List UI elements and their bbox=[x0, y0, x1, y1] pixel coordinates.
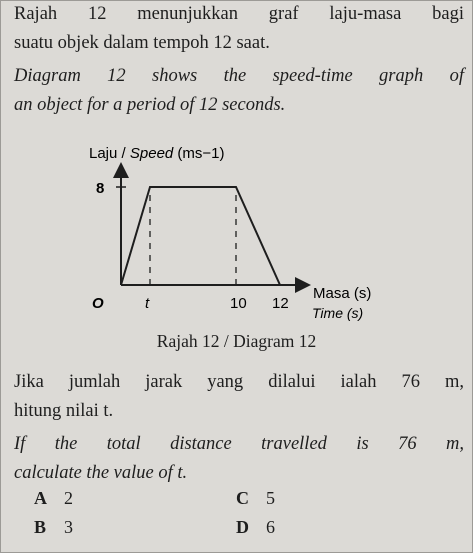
instruction-english bbox=[14, 430, 464, 488]
x-axis-label-malay: Masa (s) bbox=[313, 285, 372, 302]
y-tick-label-8: 8 bbox=[96, 180, 105, 197]
speed-time-line bbox=[121, 187, 280, 285]
question-english-line-2: an object for a period of 12 seconds. bbox=[14, 95, 286, 115]
question-malay-line-2: suatu objek dalam tempoh 12 saat. bbox=[14, 33, 270, 53]
option-c-letter: C bbox=[236, 488, 249, 508]
x-axis-label-english: Time (s) bbox=[312, 305, 364, 321]
x-tick-label-10: 10 bbox=[230, 295, 247, 312]
diagram-caption: Rajah 12 / Diagram 12 bbox=[156, 331, 317, 351]
question-english-line-1: Diagram 12 shows the speed-time graph of bbox=[14, 66, 464, 86]
option-b-letter: B bbox=[34, 517, 47, 537]
dashed-guides bbox=[150, 195, 236, 285]
option-b-value: 3 bbox=[64, 517, 73, 537]
option-a-letter: A bbox=[34, 488, 47, 508]
origin-label: O bbox=[92, 295, 104, 312]
instruction-malay-line-2: hitung nilai t. bbox=[14, 401, 114, 421]
x-tick-label-t: t bbox=[145, 295, 150, 312]
y-axis-label: Laju / Speed (ms−1) bbox=[89, 145, 225, 162]
option-d-letter: D bbox=[236, 517, 249, 537]
option-a-value: 2 bbox=[64, 488, 73, 508]
instruction-english-line-1: If the total distance travelled is 76 m, bbox=[14, 434, 464, 454]
instruction-malay bbox=[14, 368, 464, 426]
instruction-malay-line-1: Jika jumlah jarak yang dilalui ialah 76 m, bbox=[14, 372, 464, 392]
question-malay-line-1: Rajah 12 menunjukkan graf laju-masa bagi bbox=[14, 4, 464, 24]
option-c[interactable] bbox=[236, 488, 275, 509]
option-d-value: 6 bbox=[266, 517, 275, 537]
option-b[interactable] bbox=[34, 517, 73, 538]
x-tick-label-12: 12 bbox=[272, 295, 289, 312]
option-c-value: 5 bbox=[266, 488, 275, 508]
instruction-english-line-2: calculate the value of t. bbox=[14, 463, 188, 483]
option-a[interactable] bbox=[34, 488, 73, 509]
option-d[interactable] bbox=[236, 517, 275, 538]
